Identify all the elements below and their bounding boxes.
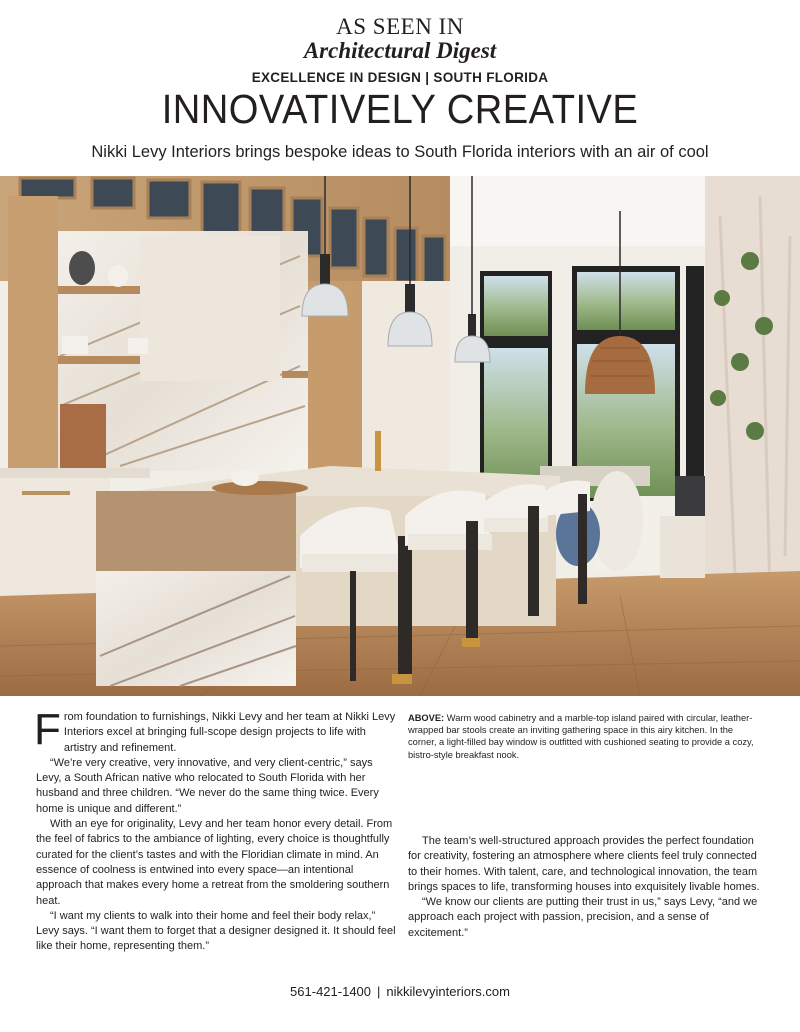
article-paragraph: With an eye for originality, Levy and her team honor every detail. From the feel of fabrics to the ambiance of lighting, every choice is thoughtfully curated for the client’s tastes and with the Floridian climate in mind. An essence of coolness is entwined into every space—an intentional approach that makes every home a retreat from the smoldering southern heat.: [36, 818, 393, 907]
page-footer: [0, 984, 800, 999]
article-paragraph: [34, 705, 396, 756]
website-link[interactable]: nikkilevyinteriors.com: [386, 984, 510, 999]
phone-number[interactable]: 561-421-1400: [290, 984, 372, 999]
caption-text: Warm wood cabinetry and a marble-top island paired with circular, leather-wrapped bar stools create an inviting gathering space in this airy kitchen. In the corner, a light-filled bay window is outfitted with cushioned seating to provide a cozy, bistro-style breakfast nook.: [408, 713, 754, 760]
article-paragraph: The team’s well-structured approach provides the perfect foundation for creativity, fostering an atmosphere where clients feel truly connected to their homes. With talent, care, and technological innovation, the team brings spaces to life, transforming houses into exquisitely livable homes.: [408, 835, 760, 893]
drop-cap: F: [34, 705, 61, 754]
as-seen-in-label: AS SEEN IN: [336, 14, 464, 39]
paragraph-text: rom foundation to furnishings, Nikki Levy and her team at Nikki Levy Interiors excel at bringing full-scope design projects to life with artistry and refinement.: [63, 711, 396, 754]
article-column-left: [34, 705, 396, 955]
kitchen-photo: [0, 176, 800, 696]
article-paragraph: “We’re very creative, very innovative, and very client-centric,” says Levy, a South African native who relocated to South Florida with her husband and three children. “We never do the same thing twice. Every home is unique and different.”: [36, 756, 379, 815]
photo-caption: [408, 712, 764, 761]
article-dek: Nikki Levy Interiors brings bespoke ideas to South Florida interiors with an air of cool: [91, 143, 709, 161]
magazine-name: Architectural Digest: [303, 38, 497, 63]
article-column-right: [408, 834, 764, 941]
article-headline: INNOVATIVELY CREATIVE: [161, 86, 639, 132]
article-paragraph: “I want my clients to walk into their home and feel their body relax,” Levy says. “I want them to forget that a designer designed it. It should feel like their home, representing them.”: [36, 909, 396, 953]
footer-separator: |: [377, 984, 381, 999]
article-paragraph: “We know our clients are putting their trust in us,” says Levy, “and we approach each project with passion, precision, and a sense of excitement.”: [408, 896, 758, 939]
section-kicker: EXCELLENCE IN DESIGN | SOUTH FLORIDA: [251, 70, 549, 85]
caption-label: ABOVE:: [408, 713, 445, 723]
